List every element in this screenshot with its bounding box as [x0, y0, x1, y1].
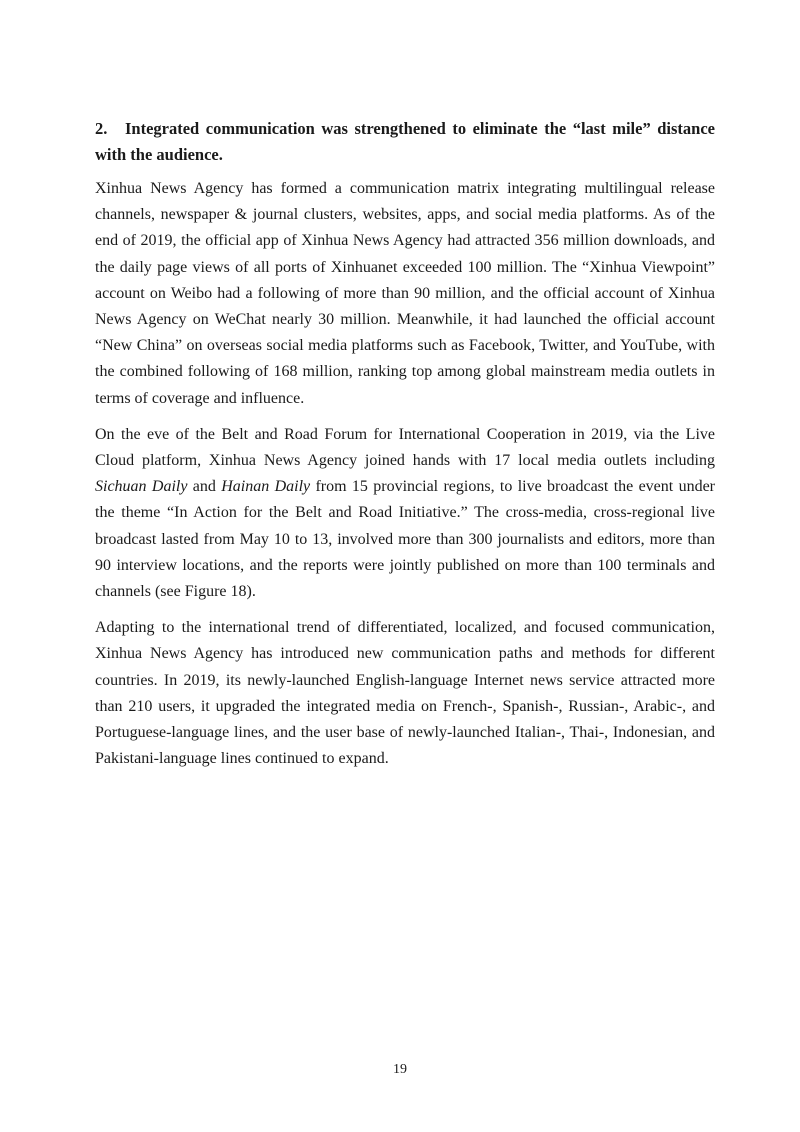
paragraph-belt-and-road-broadcast	[95, 422, 715, 605]
newspaper-title-sichuan-daily: Sichuan Daily	[95, 478, 188, 496]
paragraph-communication-matrix: Xinhua News Agency has formed a communication matrix integrating multilingual release channels, newspaper & journal clusters, websites, apps, and social media platforms. As of the end of 2019, the official app of Xinhua News Agency had attracted 356 million downloads, and the daily page views of all ports of Xinhuanet exceeded 100 million. The “Xinhua Viewpoint” account on Weibo had a following of more than 90 million, and the official account of Xinhua News Agency on WeChat nearly 30 million. Meanwhile, it had launched the official account “New China” on overseas social media platforms such as Facebook, Twitter, and YouTube, with the combined following of 168 million, ranking top among global mainstream media outlets in terms of coverage and influence.	[95, 180, 715, 407]
section-number: 2.	[95, 119, 108, 138]
section-heading	[95, 116, 715, 168]
newspaper-title-hainan-daily: Hainan Daily	[221, 478, 311, 496]
paragraph-text: On the eve of the Belt and Road Forum for International Cooperation in 2019, via the Live Cloud platform, Xinhua News Agency joined hands with 17 local media outlets including	[95, 425, 715, 470]
section-title: Integrated communication was strengthened to eliminate the “last mile” distance with the audience.	[95, 119, 715, 164]
document-page	[95, 116, 715, 782]
paragraph-text: from 15 provincial regions, to live broadcast the event under the theme “In Action for the Belt and Road Initiative.” The cross-media, cross-regional live broadcast lasted from May 10 to 13, involved more than 300 journalists and editors, more than 90 interview locations, and the reports were jointly published on more than 100 terminals and channels (see Figure 18).	[95, 478, 715, 601]
page-number: 19	[393, 1062, 407, 1077]
paragraph-text: and	[187, 478, 222, 496]
paragraph-international-communication: Adapting to the international trend of differentiated, localized, and focused communication, Xinhua News Agency has introduced new communication paths and methods for different countries. In 2019, its newly-launched English-language Internet news service attracted more than 210 users, it upgraded the integrated media on French-, Spanish-, Russian-, Arabic-, and Portuguese-language lines, and the user base of newly-launched Italian-, Thai-, Indonesian, and Pakistani-language lines continued to expand.	[95, 619, 715, 768]
